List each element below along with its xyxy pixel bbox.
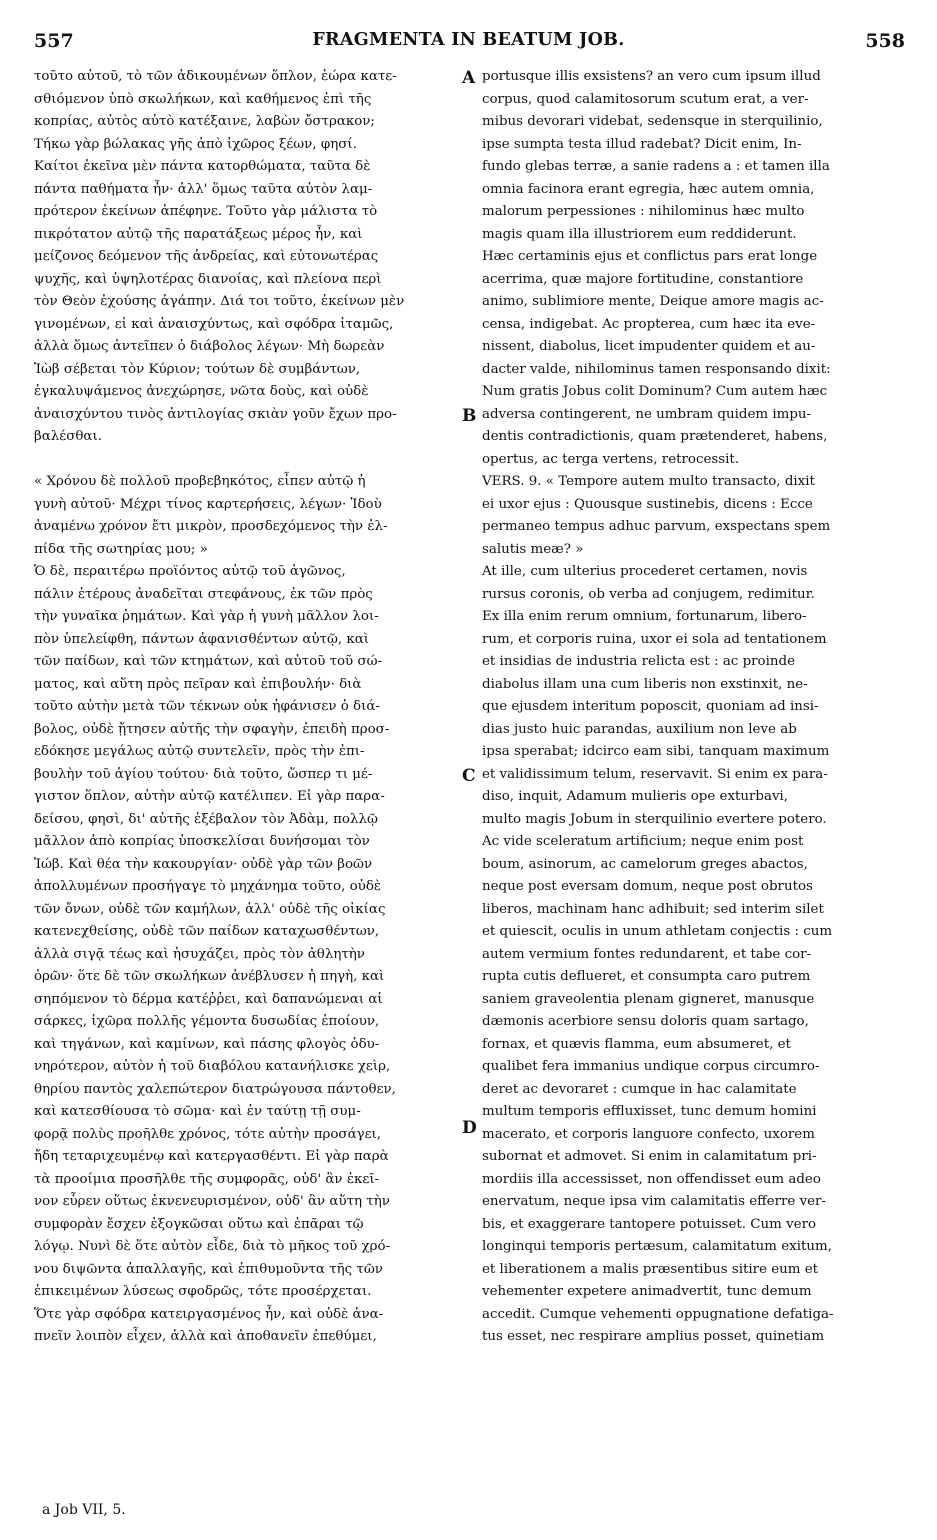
- latin-text-line: Ac vide sceleratum artificium; neque enim post: [482, 834, 804, 849]
- greek-text-line: τοῦτο αὐτοῦ, τὸ τῶν ἀδικουμένων ὅπλον, ἑώρα κατε-: [34, 69, 397, 84]
- greek-text-line: κοπρίας, αὐτὸς αὐτὸ κατέξαινε, λαβὼν ὄστρακον;: [34, 114, 375, 129]
- latin-text-line: liberos, machinam hanc adhibuit; sed interim silet: [482, 901, 824, 917]
- latin-text-line: salutis meæ? »: [482, 541, 584, 557]
- latin-text-line: multum temporis effluxisset, tunc demum homini: [482, 1104, 817, 1119]
- latin-text-line: dias justo huic parandas, auxilium non leve ab: [482, 721, 797, 737]
- greek-text-line: βουλὴν τοῦ ἁγίου τούτου· διὰ τοῦτο, ὥσπερ τι μέ-: [34, 766, 373, 782]
- latin-text-line: censa, indigebat. Ac propterea, cum hæc ita eve-: [482, 316, 816, 332]
- greek-text-line: γινομένων, εἰ καὶ ἀναισχύντως, καὶ σφόδρα ἰταμῶς,: [34, 316, 394, 332]
- latin-text-line: ipse sumpta testa illud radebat? Dicit enim, In-: [482, 136, 802, 152]
- latin-text-line: accedit. Cumque vehementi oppugnatione defatiga-: [482, 1306, 834, 1322]
- latin-text-line: ipsa sperabat; idcirco eam sibi, tanquam maximum: [482, 744, 830, 759]
- greek-text-line: πνεῖν λοιπὸν εἶχεν, ἀλλὰ καὶ ἀποθανεῖν ἐπεθύμει,: [34, 1329, 377, 1344]
- greek-text-line: μᾶλλον ἀπὸ κοπρίας ὑποσκελίσαι δυνήσομαι τὸν: [34, 834, 370, 849]
- greek-text-line: ματος, καὶ αὕτη πρὸς πεῖραν καὶ ἐπιβουλήν· διὰ: [34, 676, 362, 692]
- latin-text-line: diabolus illam una cum liberis non exstinxit, ne-: [482, 676, 808, 692]
- latin-text-line: permaneo tempus adhuc parvum, exspectans spem: [482, 519, 831, 534]
- latin-text-line: multo magis Jobum in sterquilinio evertere potero.: [482, 811, 827, 827]
- greek-text-line: πάλιν ἑτέρους ἀναδεῖται στεφάνους, ἐκ τῶν πρὸς: [34, 586, 373, 602]
- latin-text-line: VERS. 9. « Tempore autem multo transacto, dixit: [482, 474, 815, 489]
- greek-text-line: τὴν γυναῖκα ῥημάτων. Καὶ γὰρ ἡ γυνὴ μᾶλλον λοι-: [34, 609, 379, 624]
- latin-text-line: nissent, diabolus, licet impudenter quidem et au-: [482, 339, 816, 354]
- latin-text-line: et liberationem a malis præsentibus sitire eum et: [482, 1261, 819, 1277]
- section-marker-b: B: [462, 406, 477, 426]
- latin-text-line: longinqui temporis pertæsum, calamitatum exitum,: [482, 1239, 832, 1254]
- greek-text-line: τῶν ὄνων, οὐδὲ τῶν καμήλων, ἀλλ' οὐδὲ τῆς οἰκίας: [34, 901, 386, 917]
- greek-text-line: τὸν Θεὸν ἐχούσης ἀγάπην. Διά τοι τοῦτο, ἐκείνων μὲν: [34, 294, 405, 309]
- latin-text-line: Num gratis Jobus colit Dominum? Cum autem hæc: [482, 384, 828, 399]
- greek-text-line: σηπόμενον τὸ δέρμα κατέῤῥει, καὶ δαπανώμεναι αἱ: [34, 991, 383, 1007]
- greek-text-line: ἀπολλυμένων προσήγαγε τὸ μηχάνημα τοῦτο, οὐδὲ: [34, 879, 382, 894]
- paragraph-gap: [34, 449, 460, 472]
- greek-text-line: ἐπικειμένων λύσεως σφοδρῶς, τότε προσέρχεται.: [34, 1284, 372, 1299]
- latin-text-line: boum, asinorum, ac camelorum greges abactos,: [482, 856, 808, 872]
- latin-text-line: adversa contingerent, ne umbram quidem impu-: [482, 406, 812, 422]
- latin-text-line: ei uxor ejus : Quousque sustinebis, dicens : Ecce: [482, 496, 813, 512]
- latin-text-line: rupta cutis deflueret, et consumpta caro putrem: [482, 969, 811, 984]
- latin-text-line: Hæc certaminis ejus et conflictus pars erat longe: [482, 249, 818, 264]
- greek-text-line: φορᾷ πολὺς προῆλθε χρόνος, τότε αὐτὴν προσάγει,: [34, 1126, 382, 1142]
- greek-text-line: ἐγκαλυψάμενος ἀνεχώρησε, νῶτα δοὺς, καὶ οὐδὲ: [34, 384, 369, 399]
- greek-text-line: κατενεχθείσης, οὐδὲ τῶν παίδων καταχωσθέντων,: [34, 924, 380, 939]
- greek-text-line: πὸν ὑπελείφθη, πάντων ἀφανισθέντων αὐτῷ, καὶ: [34, 631, 370, 647]
- latin-text-line: animo, sublimiore mente, Deique amore magis ac-: [482, 294, 824, 309]
- greek-text-line: εδόκησε μεγάλως αὐτῷ συντελεῖν, πρὸς τὴν ἐπι-: [34, 744, 365, 759]
- latin-text-line: diso, inquit, Adamum mulieris ope exturbavi,: [482, 789, 789, 804]
- greek-text-line: Ἰὼβ σέβεται τὸν Κύριον; τούτων δὲ συμβάντων,: [34, 361, 361, 377]
- greek-text-line: νον εὗρεν οὕτως ἐκνενευρισμένον, οὐδ' ἂν αὕτη τὴν: [34, 1194, 390, 1209]
- latin-text-line: et quiescit, oculis in unum athletam conjectis : cum: [482, 924, 833, 939]
- page-number-right: 558: [865, 30, 905, 52]
- greek-text-line: πρότερον ἐκείνων ἀπέφηνε. Τοῦτο γὰρ μάλιστα τὸ: [34, 204, 378, 219]
- greek-text-line: θηρίου παντὸς χαλεπώτερον διατρώγουσα πάντοθεν,: [34, 1081, 396, 1097]
- greek-text-column: [34, 66, 460, 1349]
- latin-text-line: autem vermium fontes redundarent, et tabe cor-: [482, 946, 812, 962]
- greek-text-line: νου διψῶντα ἀπαλλαγῆς, καὶ ἐπιθυμοῦντα τῆς τῶν: [34, 1261, 383, 1277]
- greek-text-line: πικρότατον αὐτῷ τῆς παρατάξεως μέρος ἦν, καὶ: [34, 226, 363, 242]
- greek-text-line: βαλέσθαι.: [34, 429, 102, 444]
- latin-text-line: omnia facinora erant egregia, hæc autem omnia,: [482, 181, 815, 197]
- latin-text-line: tus esset, nec respirare amplius posset, quinetiam: [482, 1329, 825, 1344]
- running-title: FRAGMENTA IN BEATUM JOB.: [312, 30, 625, 50]
- greek-text-line: γιστον ὅπλον, αὐτὴν αὐτῷ κατέλιπεν. Εἰ γὰρ παρα-: [34, 789, 385, 804]
- latin-text-line: fundo glebas terræ, a sanie radens a : et tamen illa: [482, 159, 830, 174]
- latin-text-line: rursus coronis, ob verba ad conjugem, redimitur.: [482, 586, 815, 602]
- greek-text-line: ψυχῆς, καὶ ὑψηλοτέρας διανοίας, καὶ πλείονα περὶ: [34, 271, 382, 287]
- greek-text-line: Τήκω γὰρ βώλακας γῆς ἀπὸ ἰχῶρος ξέων, φησί.: [34, 136, 357, 152]
- greek-text-line: λόγῳ. Νυνὶ δὲ ὅτε αὐτὸν εἶδε, διὰ τὸ μῆκος τοῦ χρό-: [34, 1239, 391, 1254]
- greek-text-line: τῶν παίδων, καὶ τῶν κτημάτων, καὶ αὐτοῦ τοῦ σώ-: [34, 654, 383, 669]
- latin-text-line: corpus, quod calamitosorum scutum erat, a ver-: [482, 91, 809, 107]
- greek-text-line: ἀλλὰ σιγᾷ τέως καὶ ἡσυχάζει, πρὸς τὸν ἀθλητὴν: [34, 946, 365, 962]
- footnote: a Job VII, 5.: [42, 1502, 126, 1518]
- greek-text-line: Ἰώβ. Καὶ θέα τὴν κακουργίαν· οὐδὲ γὰρ τῶν βοῶν: [34, 856, 373, 872]
- greek-text-line: τὰ προοίμια προσῆλθε τῆς συμφορᾶς, οὐδ' ἂν ἐκεῖ-: [34, 1171, 380, 1187]
- greek-text-line: νηρότερον, αὐτὸν ἡ τοῦ διαβόλου κατανήλισκε χεὶρ,: [34, 1059, 391, 1074]
- latin-text-line: rum, et corporis ruina, uxor ei sola ad tentationem: [482, 631, 827, 647]
- greek-text-line: δείσου, φησὶ, δι' αὐτῆς ἐξέβαλον τὸν Ἀδὰμ, πολλῷ: [34, 811, 378, 827]
- greek-text-line: σθιόμενον ὑπὸ σκωλήκων, καὶ καθήμενος ἐπὶ τῆς: [34, 91, 372, 107]
- latin-text-line: que ejusdem interitum poposcit, quoniam ad insi-: [482, 699, 819, 714]
- greek-text-line: σάρκες, ἰχῶρα πολλῆς γέμοντα δυσωδίας ἐποίουν,: [34, 1014, 380, 1029]
- latin-text-line: dæmonis acerbiore sensu doloris quam sartago,: [482, 1014, 809, 1029]
- greek-text-line: ἤδη τεταριχευμένῳ καὶ κατεργασθέντι. Εἰ γὰρ παρὰ: [34, 1149, 389, 1164]
- latin-text-line: acerrima, quæ majore fortitudine, constantiore: [482, 271, 804, 287]
- greek-text-line: μείζονος δεόμενον τῆς ἀνδρείας, καὶ εὐτονωτέρας: [34, 249, 379, 264]
- latin-text-line: opertus, ac terga vertens, retrocessit.: [482, 451, 740, 467]
- latin-text-line: fornax, et quævis flamma, eum absumeret, et: [482, 1036, 791, 1052]
- greek-text-line: « Χρόνου δὲ πολλοῦ προβεβηκότος, εἶπεν αὐτῷ ἡ: [34, 474, 366, 489]
- greek-text-line: συμφορὰν ἔσχεν ἐξογκῶσαι οὕτω καὶ ἐπᾶραι τῷ: [34, 1216, 364, 1232]
- latin-text-line: malorum perpessiones : nihilominus hæc multo: [482, 204, 805, 219]
- latin-text-line: et validissimum telum, reservavit. Si enim ex para-: [482, 766, 828, 782]
- latin-text-line: bis, et exaggerare tantopere potuisset. Cum vero: [482, 1216, 817, 1232]
- latin-text-line: enervatum, neque ipsa vim calamitatis efferre ver-: [482, 1194, 826, 1209]
- latin-text-line: macerato, et corporis languore confecto, uxorem: [482, 1126, 815, 1142]
- page-number-left: 557: [34, 30, 74, 52]
- latin-text-line: qualibet fera immanius undique corpus circumro-: [482, 1059, 820, 1074]
- section-marker-a: A: [462, 68, 476, 88]
- greek-text-line: ἀναισχύντου τινὸς ἀντιλογίας σκιὰν γοῦν ἔχων προ-: [34, 406, 397, 422]
- latin-text-line: mibus devorari videbat, sedensque in sterquilinio,: [482, 114, 823, 129]
- latin-text-line: et insidias de industria relicta est : ac proinde: [482, 654, 796, 669]
- greek-text-line: ἀναμένω χρόνον ἔτι μικρὸν, προσδεχόμενος τὴν ἐλ-: [34, 519, 388, 534]
- greek-text-line: ὁρῶν· ὅτε δὲ τῶν σκωλήκων ἀνέβλυσεν ἡ πηγὴ, καὶ: [34, 969, 385, 984]
- greek-text-line: καὶ τηγάνων, καὶ καμίνων, καὶ πάσης φλογὸς ὀδυ-: [34, 1036, 380, 1052]
- greek-text-line: τοῦτο αὐτὴν μετὰ τῶν τέκνων οὐκ ἠφάνισεν ὁ διά-: [34, 699, 380, 714]
- greek-text-line: ἀλλὰ ὅμως ἀντεῖπεν ὁ διάβολος λέγων· Μὴ δωρεὰν: [34, 339, 385, 354]
- latin-text-line: mordiis illa accessisset, non offendisset eum adeo: [482, 1171, 821, 1187]
- latin-text-line: neque post eversam domum, neque post obrutos: [482, 879, 813, 894]
- greek-text-line: βολος, οὐδὲ ᾔτησεν αὐτῆς τὴν σφαγὴν, ἐπειδὴ προσ-: [34, 721, 390, 737]
- greek-text-line: Ὅτε γὰρ σφόδρα κατειργασμένος ἦν, καὶ οὐδὲ ἀνα-: [34, 1306, 384, 1322]
- greek-text-line: πάντα παθήματα ἦν· ἀλλ' ὅμως ταῦτα αὐτὸν λαμ-: [34, 181, 373, 197]
- page-header: [0, 30, 937, 60]
- latin-text-line: portusque illis exsistens? an vero cum ipsum illud: [482, 69, 821, 84]
- latin-text-line: vehementer expetere animadvertit, tunc demum: [482, 1284, 812, 1299]
- latin-text-line: dentis contradictionis, quam prætenderet, habens,: [482, 429, 828, 444]
- greek-text-line: καὶ κατεσθίουσα τὸ σῶμα· καὶ ἐν ταύτῃ τῇ συμ-: [34, 1104, 361, 1119]
- latin-text-line: saniem graveolentia plenam gigneret, manusque: [482, 991, 815, 1007]
- latin-text-line: magis quam illa illustriorem eum reddiderunt.: [482, 226, 797, 242]
- latin-text-line: At ille, cum ulterius procederet certamen, novis: [482, 564, 808, 579]
- latin-text-line: dacter valde, nihilominus tamen responsando dixit:: [482, 361, 831, 377]
- latin-text-line: deret ac devoraret : cumque in hac calamitate: [482, 1081, 797, 1097]
- latin-text-column: [482, 66, 906, 1349]
- greek-text-line: γυνὴ αὐτοῦ· Μέχρι τίνος καρτερήσεις, λέγων· Ἰδοὺ: [34, 496, 382, 512]
- greek-text-line: πίδα τῆς σωτηρίας μου; »: [34, 541, 208, 557]
- latin-text-line: Ex illa enim rerum omnium, fortunarum, libero-: [482, 609, 807, 624]
- greek-text-line: Καίτοι ἐκεῖνα μὲν πάντα κατορθώματα, ταῦτα δὲ: [34, 159, 371, 174]
- section-marker-d: D: [462, 1118, 477, 1138]
- latin-text-line: subornat et admovet. Si enim in calamitatum pri-: [482, 1149, 817, 1164]
- greek-text-line: Ὁ δὲ, περαιτέρω προϊόντος αὐτῷ τοῦ ἀγῶνος,: [34, 564, 346, 579]
- section-marker-c: C: [462, 766, 476, 786]
